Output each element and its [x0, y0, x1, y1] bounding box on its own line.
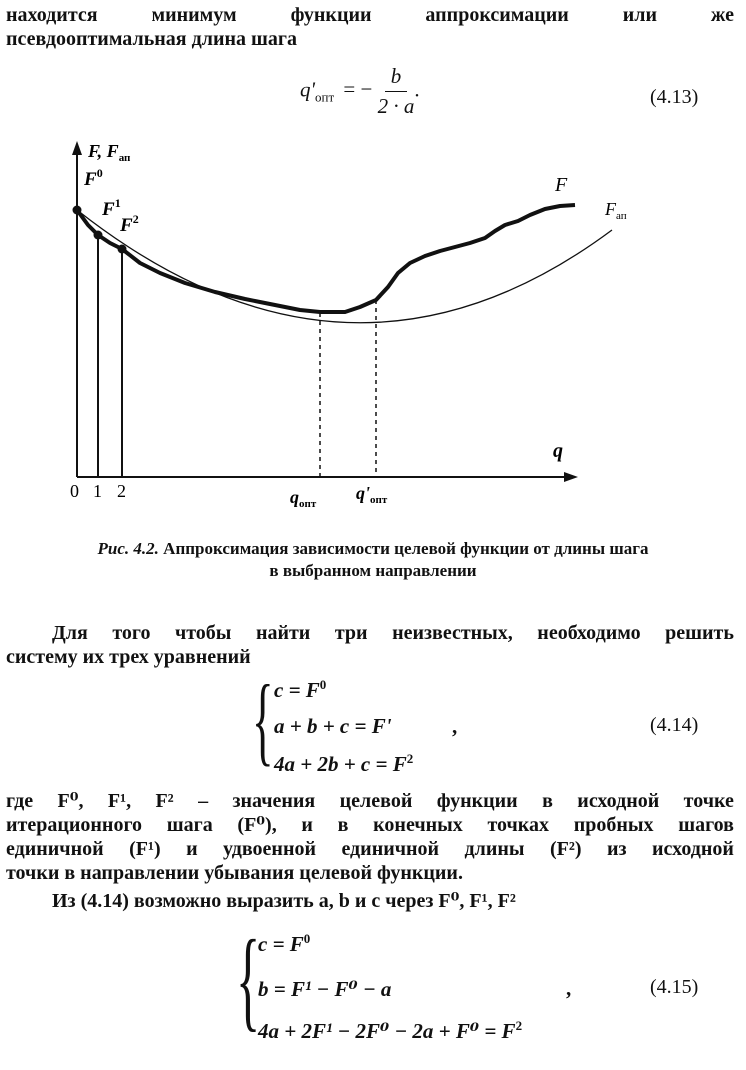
word: находится [6, 4, 98, 26]
para3-text: Из (4.14) возможно выразить a, b и c через F⁰, F¹, F² [52, 890, 516, 912]
x-tick-0: 0 [70, 481, 79, 501]
equation-number-4-15: (4.15) [650, 976, 699, 998]
eq-lhs-sub: опт [315, 89, 335, 105]
para2-line-3 [6, 838, 734, 861]
point-f0 [73, 206, 82, 215]
word: в [542, 790, 553, 812]
eq-equals: = − [343, 77, 373, 102]
word: пробных [573, 814, 654, 836]
curve-f-ap-label: $F_{ап}$ [605, 199, 627, 222]
eq-denominator: 2 · a [377, 94, 415, 118]
word: единичной [341, 838, 440, 860]
eq415-line-1: $c = F^0$ [258, 931, 311, 956]
word: F¹, [107, 790, 132, 812]
word: и [301, 814, 313, 836]
word: из [606, 838, 627, 860]
word: шагов [678, 814, 734, 836]
system-brace: { [252, 664, 274, 775]
curve-f-ap [77, 210, 612, 323]
word: чтобы [174, 622, 232, 644]
x-tick-2: 2 [117, 481, 126, 501]
word: три [334, 622, 368, 644]
x-tick-1: 1 [93, 481, 102, 501]
eq414-line-1: $c = F^0$ [274, 677, 327, 702]
system-brace: { [236, 918, 261, 1042]
word: целевой [339, 790, 413, 812]
word: исходной [577, 790, 660, 812]
figure-approximation-plot [0, 135, 746, 515]
equation-4-13 [300, 64, 420, 119]
word: точках [487, 814, 549, 836]
q-opt-label: $q_{опт}$ [290, 487, 317, 510]
eq415-line-3: $4a + 2F^1 - 2F^0 - 2a + F^0 = F^2$ [258, 1018, 523, 1043]
eq415-line-2: b = F¹ − F⁰ − a [258, 977, 392, 1001]
y-axis-label: F, $F_{ап}$ [88, 141, 131, 164]
word: точке [683, 790, 734, 812]
y-axis-arrow [72, 141, 82, 155]
q-opt2-label: $q'_{опт}$ [356, 483, 388, 506]
eq-fraction [378, 64, 415, 119]
eq-tail: . [414, 77, 420, 102]
point-label-f1: $F^1$ [102, 196, 121, 220]
para1-line-1 [52, 622, 734, 645]
eq414-line-3: $4a + 2b + c = F^2$ [274, 751, 414, 776]
word: в [337, 814, 349, 836]
eq-lhs: q' [300, 77, 315, 102]
word: длины [464, 838, 525, 860]
caption-line-1: Аппроксимация зависимости целевой функции от длины шага [163, 539, 649, 558]
point-label-f0: $F^0$ [84, 166, 103, 190]
word: F² [155, 790, 174, 812]
equation-number-4-13: (4.13) [650, 86, 699, 108]
word: функции [436, 790, 518, 812]
word: решить [665, 622, 734, 644]
word: аппроксимации [425, 4, 569, 26]
intro-line-1 [6, 4, 734, 27]
word: конечных [373, 814, 463, 836]
point-f2 [118, 245, 127, 254]
point-label-f2: $F^2$ [120, 212, 139, 236]
word: значения [232, 790, 316, 812]
word: – [198, 790, 209, 812]
word: где [6, 790, 34, 812]
word: удвоенной [223, 838, 316, 860]
equation-4-15 [236, 918, 616, 1044]
equation-4-14 [252, 664, 552, 778]
x-axis-label: q [553, 440, 563, 462]
word: необходимо [537, 622, 641, 644]
para2-line-2 [6, 814, 734, 837]
word: неизвестных, [392, 622, 513, 644]
word: (F²) [549, 838, 582, 860]
curve-f [77, 205, 575, 312]
word: (F⁰), [237, 814, 277, 836]
word: единичной [6, 838, 104, 860]
word: же [710, 4, 734, 26]
word: функции [290, 4, 372, 26]
equation-number-4-14: (4.14) [650, 714, 699, 736]
eq415-comma: , [566, 976, 572, 1000]
para1-line-2: систему их трех уравнений [6, 646, 251, 668]
curve-f-label: F [555, 174, 568, 196]
point-f1 [94, 231, 103, 240]
word: (F¹) [129, 838, 161, 860]
figure-caption [0, 538, 746, 582]
word: и [186, 838, 198, 860]
x-axis-arrow [564, 472, 578, 482]
eq414-comma: , [452, 714, 458, 738]
word: Для [52, 622, 88, 644]
eq414-line-2: a + b + c = F' [274, 714, 392, 738]
caption-line-2: в выбранном направлении [269, 561, 477, 580]
word: или [622, 4, 657, 26]
para2-line-4: точки в направлении убывания целевой функции. [6, 862, 463, 884]
para2-line-1 [6, 790, 734, 813]
word: итерационного [6, 814, 143, 836]
word: минимум [151, 4, 237, 26]
word: исходной [651, 838, 734, 860]
caption-prefix: Рис. 4.2. [97, 539, 159, 558]
intro-line-2: псевдооптимальная длина шага [6, 28, 297, 50]
word: шага [166, 814, 213, 836]
eq-numerator: b [385, 64, 408, 92]
word: найти [255, 622, 311, 644]
word: того [112, 622, 151, 644]
word: F⁰, [57, 790, 84, 812]
